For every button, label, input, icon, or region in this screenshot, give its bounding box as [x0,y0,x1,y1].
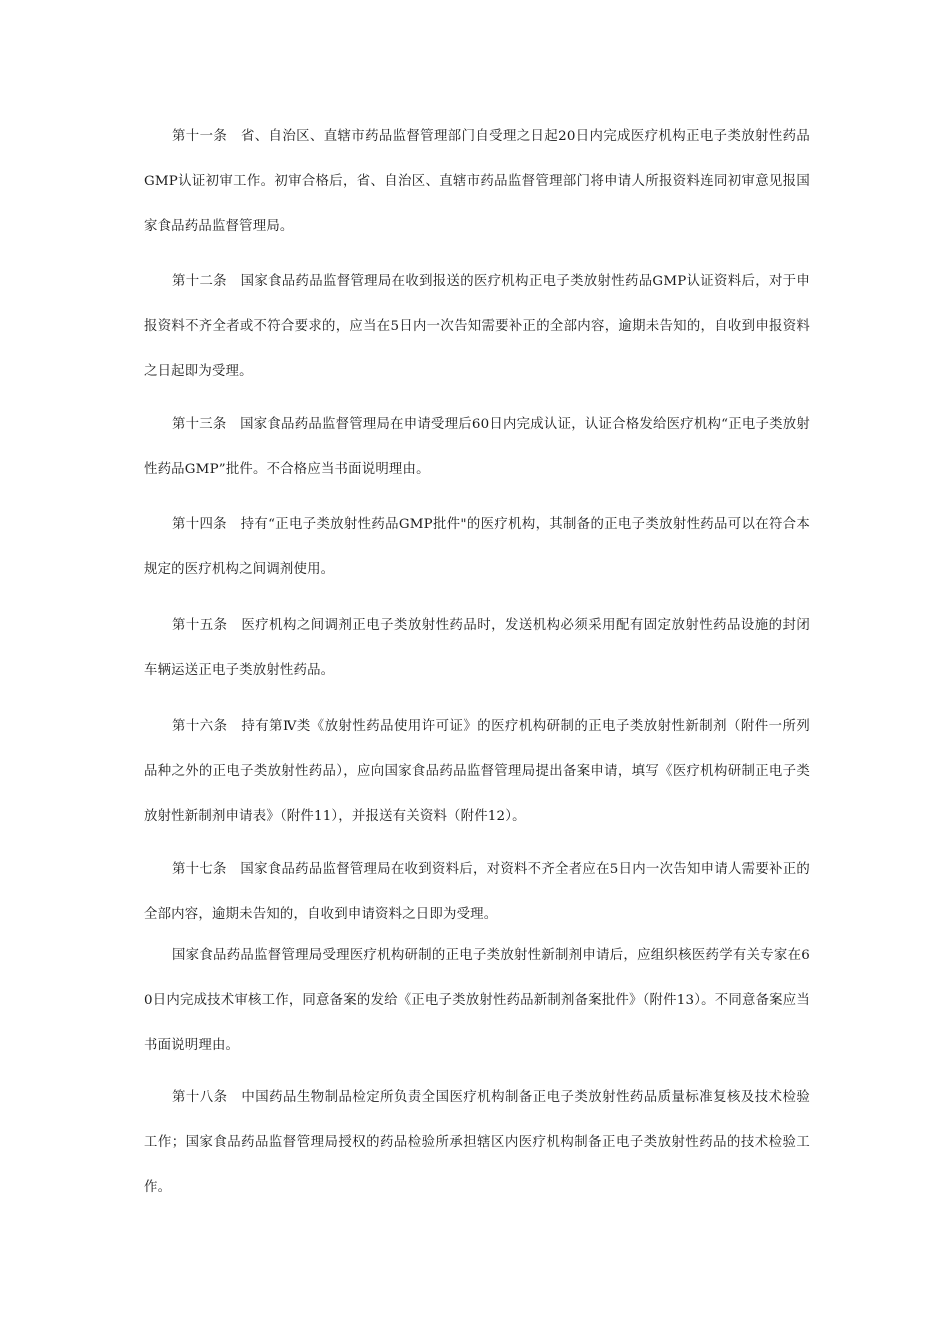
article-16: 第十六条 持有第Ⅳ类《放射性药品使用许可证》的医疗机构研制的正电子类放射性新制剂（附件一所列品种之外的正电子类放射性药品），应向国家食品药品监督管理局提出备案申请，填写《医疗机构研制正电子类放射性新制剂申请表》（附件11），并报送有关资料（附件12）。 [144,719,810,824]
article-18: 第十八条 中国药品生物制品检定所负责全国医疗机构制备正电子类放射性药品质量标准复核及技术检验工作；国家食品药品监督管理局授权的药品检验所承担辖区内医疗机构制备正电子类放射性药品的技术检验工作。 [144,1090,810,1195]
article-15: 第十五条 医疗机构之间调剂正电子类放射性药品时，发送机构必须采用配有固定放射性药品设施的封闭车辆运送正电子类放射性药品。 [144,618,810,678]
article-12: 第十二条 国家食品药品监督管理局在收到报送的医疗机构正电子类放射性药品GMP认证资料后，对于申报资料不齐全者或不符合要求的，应当在5日内一次告知需要补正的全部内容，逾期未告知的，自收到申报资料之日起即为受理。 [144,274,810,379]
article-17-continued: 国家食品药品监督管理局受理医疗机构研制的正电子类放射性新制剂申请后，应组织核医药学有关专家在60日内完成技术审核工作，同意备案的发给《正电子类放射性药品新制剂备案批件》（附件13）。不同意备案应当书面说明理由。 [144,948,810,1053]
article-14: 第十四条 持有“正电子类放射性药品GMP批件"的医疗机构，其制备的正电子类放射性药品可以在符合本规定的医疗机构之间调剂使用。 [144,517,810,577]
article-17: 第十七条 国家食品药品监督管理局在收到资料后，对资料不齐全者应在5日内一次告知申请人需要补正的全部内容，逾期未告知的，自收到申请资料之日即为受理。 [144,862,810,922]
article-13: 第十三条 国家食品药品监督管理局在申请受理后60日内完成认证，认证合格发给医疗机构“正电子类放射性药品GMP”批件。不合格应当书面说明理由。 [144,417,810,477]
article-11: 第十一条 省、自治区、直辖市药品监督管理部门自受理之日起20日内完成医疗机构正电子类放射性药品GMP认证初审工作。初审合格后，省、自治区、直辖市药品监督管理部门将申请人所报资料连同初审意见报国家食品药品监督管理局。 [144,129,810,234]
